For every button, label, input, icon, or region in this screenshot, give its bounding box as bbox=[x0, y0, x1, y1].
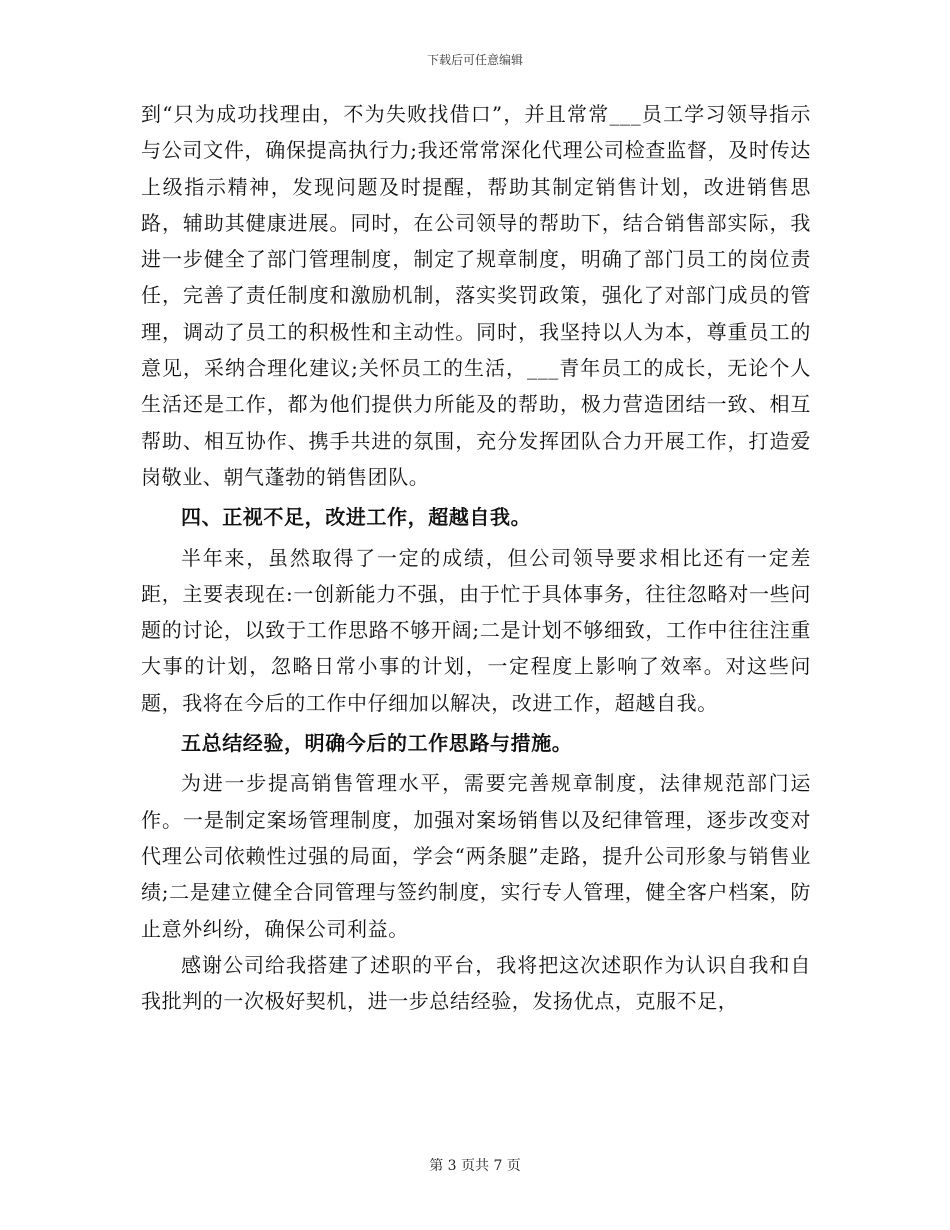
section-heading-4: 四、正视不足，改进工作，超越自我。 bbox=[181, 505, 532, 530]
page-header: 下载后可任意编辑 bbox=[426, 53, 523, 67]
page-footer: 第 3 页共 7 页 bbox=[429, 1158, 521, 1174]
paragraph-4: 感谢公司给我搭建了述职的平台，我将把这次述职作为认识自我和自我批判的一次极好契机，进一步总结经验，发扬优点，克服不足， bbox=[141, 952, 811, 1014]
paragraph-1: 到“只为成功找理由，不为失败找借口”，并且常常___员工学习领导指示与公司文件，确保提高执行力;我还常常深化代理公司检查监督，及时传达上级指示精神，发现问题及时提醒，帮助其制定销售计划，改进销售思路，辅助其健康进展。同时，在公司领导的帮助下，结合销售部实际，我进一步健全了部门管理制度，制定了规章制度，明确了部门员工的岗位责任，完善了责任制度和激励机制，落实奖罚政策，强化了对部门成员的管理，调动了员工的积极性和主动性。同时，我坚持以人为本，尊重员工的意见，采纳合理化建议;关怀员工的生活，___青年员工的成长，无论个人生活还是工作，都为他们提供力所能及的帮助，极力营造团结一致、相互帮助、相互协作、携手共进的氛围，充分发挥团队合力开展工作，打造爱岗敬业、朝气蓬勃的销售团队。 bbox=[141, 102, 811, 489]
paragraph-3: 为进一步提高销售管理水平，需要完善规章制度，法律规范部门运作。一是制定案场管理制度，加强对案场销售以及纪律管理，逐步改变对代理公司依赖性过强的局面，学会“两条腿”走路，提升公司形象与销售业绩;二是建立健全合同管理与签约制度，实行专人管理，健全客户档案，防止意外纠纷，确保公司利益。 bbox=[141, 771, 811, 941]
section-heading-5: 五总结经验，明确今后的工作思路与措施。 bbox=[181, 731, 573, 756]
paragraph-2: 半年来，虽然取得了一定的成绩，但公司领导要求相比还有一定差距，主要表现在:一创新能力不强，由于忙于具体事务，往往忽略对一些问题的讨论，以致于工作思路不够开阔;二是计划不够细致，工作中往往注重大事的计划，忽略日常小事的计划，一定程度上影响了效率。对这些问题，我将在今后的工作中仔细加以解决，改进工作，超越自我。 bbox=[141, 545, 811, 715]
document-body bbox=[141, 96, 811, 1019]
